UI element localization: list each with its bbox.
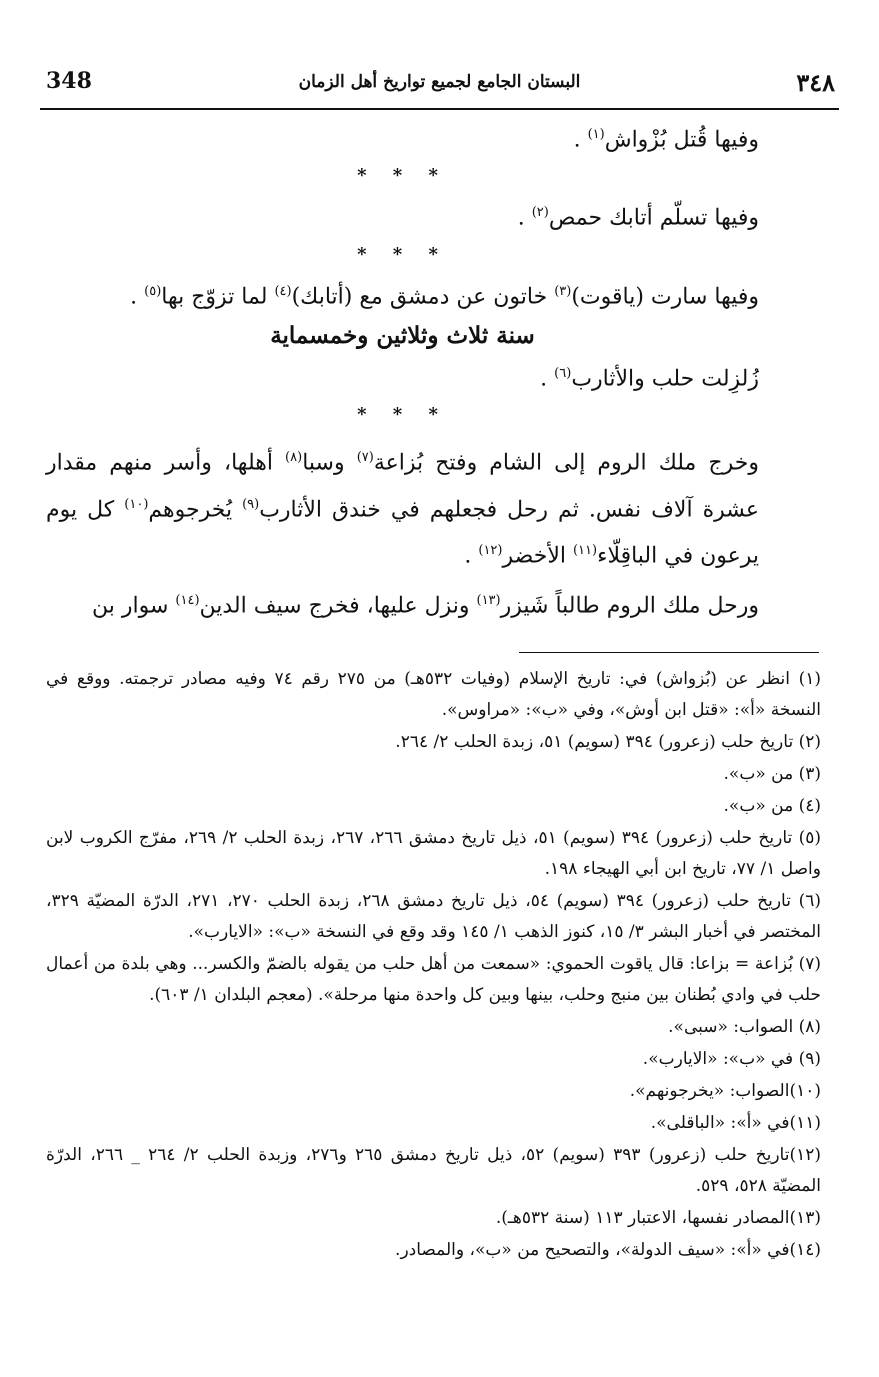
footnote-ref: (١١) xyxy=(572,542,598,558)
footnote-ref: (٧) xyxy=(356,450,374,466)
footnote-rule xyxy=(519,652,819,653)
footnote-14: (١٤)في «أ»: «سيف الدولة»، والتصحيح من «ب»، والمصادر. xyxy=(395,1240,821,1260)
footnote-7: (٧) بُزاعة = بزاعا: قال ياقوت الحموي: «سمعت من أهل حلب من يقوله بالضمّ والكسر... وهي بلدة من أعمال حلب في وادي بُطنان بين منبج وحلب، بينها وبين كل واحدة منها مرحلة». (معجم البلدان ١/ ٦٠٣). xyxy=(46,954,821,1005)
page-number-latin: 348 xyxy=(46,68,92,94)
running-header xyxy=(40,66,839,106)
footnote-ref: (١) xyxy=(587,127,605,142)
footnote-13: (١٣)المصادر نفسها، الاعتبار ١١٣ (سنة ٥٣٢هـ). xyxy=(495,1208,821,1228)
footnote-8: (٨) الصواب: «سبى». xyxy=(668,1017,821,1037)
entry-earthquake: زُلزِلت حلب والأثارب$^{(٦)}$ . xyxy=(540,365,759,392)
main-text xyxy=(46,120,759,631)
footnote-6: (٦) تاريخ حلب (زعرور) ٣٩٤ (سويم) ٥٤، ذيل تاريخ دمشق ٢٦٨، زبدة الحلب ٢٧٠، ٢٧١، الدرّة المضيّة ٣٢٩، المختصر في أخبار البشر ٣/ ١٥، كنوز الذهب ١/ ١٤٥ وقد وقع في النسخة «ب»: «الايارب». xyxy=(46,891,822,942)
footnote-9: (٩) في «ب»: «الايارب». xyxy=(642,1049,821,1069)
footnote-5: (٥) تاريخ حلب (زعرور) ٣٩٤ (سويم) ٥١، ذيل تاريخ دمشق ٢٦٦، ٢٦٧، زبدة الحلب ٢/ ٢٦٩، مفرّج الكروب لابن واصل ١/ ٧٧، تاريخ ابن أبي الهيجاء ١٩٨. xyxy=(46,828,822,879)
footnote-ref: (٥) xyxy=(144,283,162,299)
entry-byzantine-campaign: وخرج ملك الروم إلى الشام وفتح بُزاعة$^{(٧)}$ وسبا$^{(٨)}$ أهلها، وأسر منهم مقدار عشرة آلاف نفس. ثم رحل فجعلهم في خندق الأثارب$^{(٩)}$ يُخرجوهم$^{(١٠)}$ كل يوم يرعون في الباقِلّاء$^{(١١)}$ الأخضر$^{(١٢)}$ . xyxy=(46,450,760,569)
footnote-ref: (٤) xyxy=(274,283,292,299)
section-separator: * * * xyxy=(357,243,448,265)
entry-homs: وفيها تسلّم أتابك حمص$^{(٢)}$ . xyxy=(517,205,759,231)
footnote-3: (٣) من «ب». xyxy=(723,764,821,784)
entry-yaqut-khatun: وفيها سارت (ياقوت)$^{(٣)}$ خاتون عن دمشق مع (أتابك)$^{(٤)}$ لما تزوّج بها$^{(٥)}$ . xyxy=(130,283,759,309)
footnote-1: (١) انظر عن (بُزواش) في: تاريخ الإسلام (وفيات ٥٣٢هـ) من ٢٧٥ رقم ٧٤ وفيه مصادر ترجمته. ووقع في النسخة «أ»: «قتل ابن أوش»، وفي «ب»: «مراوس». xyxy=(46,669,821,720)
page-number-arabic: ٣٤٨ xyxy=(796,68,835,97)
section-separator: * * * xyxy=(357,165,448,187)
header-rule xyxy=(40,108,839,110)
footnote-2: (٢) تاريخ حلب (زعرور) ٣٩٤ (سويم) ٥١، زبدة الحلب ٢/ ٢٦٤. xyxy=(395,732,821,752)
footnotes xyxy=(46,664,821,1267)
footnote-4: (٤) من «ب». xyxy=(723,796,821,816)
footnote-12: (١٢)تاريخ حلب (زعرور) ٣٩٣ (سويم) ٥٢، ذيل تاريخ دمشق ٢٦٥ و٢٧٦، وزبدة الحلب ٢/ ٢٦٤ _ ٢٦٦، الدرّة المضيّة ٥٢٨، ٥٢٩. xyxy=(46,1145,821,1196)
footnote-ref: (٣) xyxy=(554,283,572,299)
footnote-11: (١١)في «أ»: «الباقلى». xyxy=(650,1113,821,1133)
entry-bozwash: وفيها قُتل بُزْواش$^{(١)}$ . xyxy=(573,127,759,153)
section-separator: * * * xyxy=(357,404,448,426)
year-heading: سنة ثلاث وثلاثين وخمسماية xyxy=(270,321,535,349)
footnote-ref: (١٠) xyxy=(124,496,149,512)
footnote-ref: (١٣) xyxy=(476,593,501,609)
footnote-ref: (٢) xyxy=(531,205,549,221)
footnote-ref: (٩) xyxy=(242,496,260,512)
footnote-ref: (١٢) xyxy=(478,542,503,558)
footnote-10: (١٠)الصواب: «يخرجونهم». xyxy=(629,1081,821,1101)
footnote-ref: (٨) xyxy=(285,450,303,466)
footnote-ref: (٦) xyxy=(554,365,572,381)
footnote-ref: (١٤) xyxy=(175,593,200,609)
entry-shayzar: ورحل ملك الروم طالباً شَيزر$^{(١٣)}$ ونزل عليها، فخرج سيف الدين$^{(١٤)}$ سوار بن xyxy=(91,593,759,619)
running-title: البستان الجامع لجميع تواريخ أهل الزمان xyxy=(298,72,581,92)
